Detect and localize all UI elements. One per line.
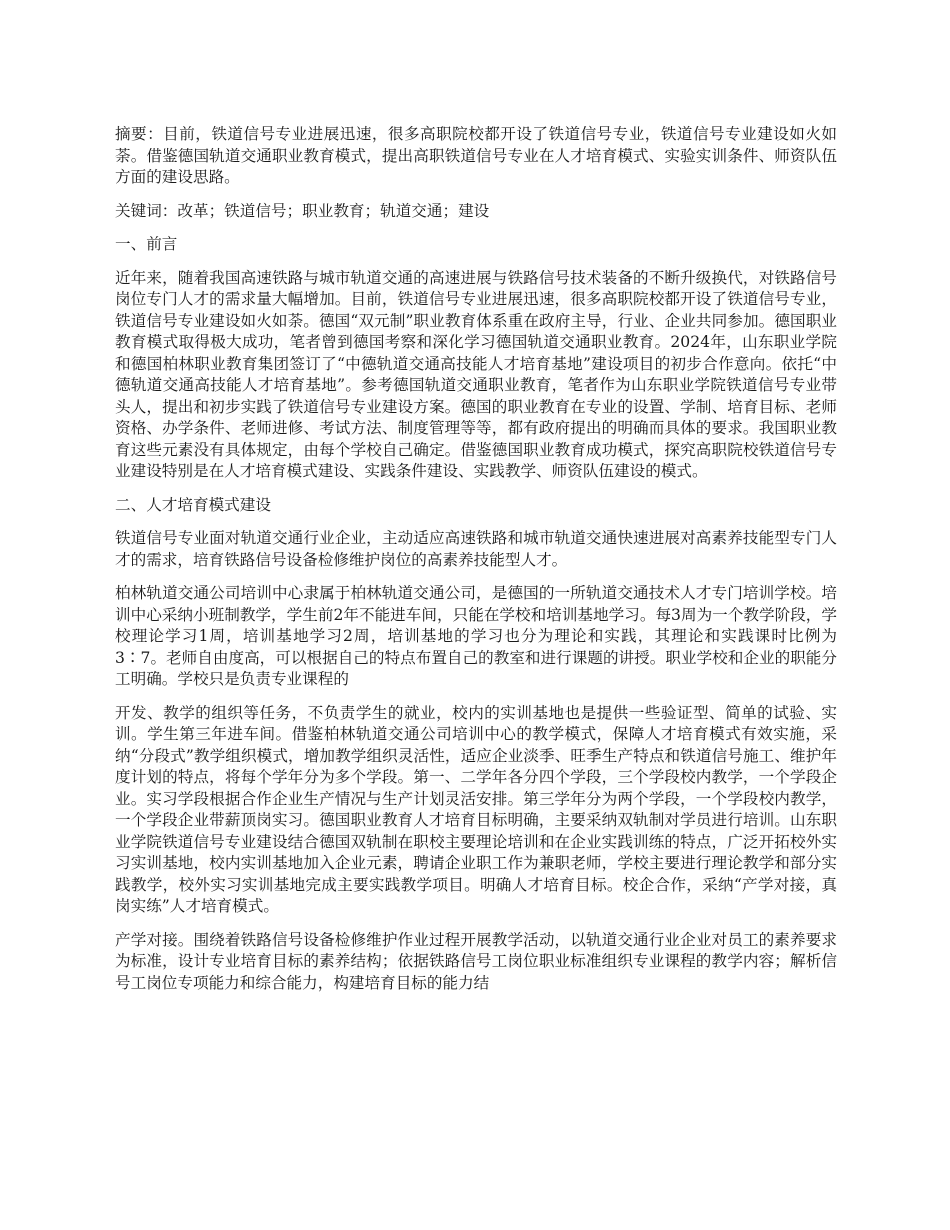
- document-body: [115, 124, 837, 1006]
- section-heading-intro: 一、前言: [115, 235, 178, 253]
- body-paragraph: 产学对接。围绕着铁路信号设备检修维护作业过程开展教学活动，以轨道交通行业企业对员工的素养要求为标准，设计专业培育目标的素养结构；依据铁路信号工岗位职业标准组织专业课程的教学内容；解析信号工岗位专项能力和综合能力，构建培育目标的能力结: [115, 930, 837, 992]
- abstract-paragraph: 摘要：目前，铁道信号专业进展迅速，很多高职院校都开设了铁道信号专业，铁道信号专业建设如火如荼。借鉴德国轨道交通职业教育模式，提出高职铁道信号专业在人才培育模式、实验实训条件、师资队伍方面的建设思路。: [115, 125, 837, 186]
- section-heading-talent-model: 二、人才培育模式建设: [115, 495, 271, 514]
- body-paragraph: 铁道信号专业面对轨道交通行业企业，主动适应高速铁路和城市轨道交通快速进展对高素养技能型专门人才的需求，培育铁路信号设备检修维护岗位的高素养技能型人才。: [115, 529, 837, 569]
- body-paragraph: 柏林轨道交通公司培训中心隶属于柏林轨道交通公司，是德国的一所轨道交通技术人才专门培训学校。培训中心采纳小班制教学，学生前2年不能进车间，只能在学校和培训基地学习。每3周为一个教学阶段，学校理论学习1周，培训基地学习2周，培训基地的学习也分为理论和实践，其理论和实践课时比例为3∶7。老师自由度高，可以根据自己的特点布置自己的教室和进行课题的讲授。职业学校和企业的职能分工明确。学校只是负责专业课程的: [115, 584, 837, 688]
- keywords-paragraph: 关键词：改革；铁道信号；职业教育；轨道交通；建设: [115, 201, 490, 220]
- body-paragraph: 近年来，随着我国高速铁路与城市轨道交通的高速进展与铁路信号技术装备的不断升级换代，对铁路信号岗位专门人才的需求量大幅增加。目前，铁道信号专业进展迅速，很多高职院校都开设了铁道信号专业，铁道信号专业建设如火如荼。德国“双元制”职业教育体系重在政府主导，行业、企业共同参加。德国职业教育模式取得极大成功，笔者曾到德国考察和深化学习德国轨道交通职业教育。2024年，山东职业学院和德国柏林职业教育集团签订了“中德轨道交通高技能人才培育基地”建设项目的初步合作意向。依托“中德轨道交通高技能人才培育基地”。参考德国轨道交通职业教育，笔者作为山东职业学院铁道信号专业带头人，提出和初步实践了铁道信号专业建设方案。德国的职业教育在专业的设置、学制、培育目标、老师资格、办学条件、老师进修、考试方法、制度管理等等，都有政府提出的明确而具体的要求。我国职业教育这些元素没有具体规定，由每个学校自己确定。借鉴德国职业教育成功模式，探究高职院校铁道信号专业建设特别是在人才培育模式建设、实践条件建设、实践教学、师资队伍建设的模式。: [115, 268, 837, 480]
- body-paragraph: 开发、教学的组织等任务，不负责学生的就业，校内的实训基地也是提供一些验证型、简单的试验、实训。学生第三年进车间。借鉴柏林轨道交通公司培训中心的教学模式，保障人才培育模式有效实施，采纳“分段式”教学组织模式，增加教学组织灵活性，适应企业淡季、旺季生产特点和铁道信号施工、维护年度计划的特点，将每个学年分为多个学段。第一、二学年各分四个学段，三个学段校内教学，一个学段企业。实习学段根据合作企业生产情况与生产计划灵活安排。第三学年分为两个学段，一个学段校内教学，一个学段企业带薪顶岗实习。德国职业教育人才培育目标明确，主要采纳双轨制对学员进行培训。山东职业学院铁道信号专业建设结合德国双轨制在职校主要理论培训和在企业实践训练的特点，广泛开拓校外实习实训基地，校内实训基地加入企业元素，聘请企业职工作为兼职老师，学校主要进行理论教学和部分实践教学，校外实习实训基地完成主要实践教学项目。明确人才培育目标。校企合作，采纳“产学对接，真岗实练”人才培育模式。: [115, 703, 837, 915]
